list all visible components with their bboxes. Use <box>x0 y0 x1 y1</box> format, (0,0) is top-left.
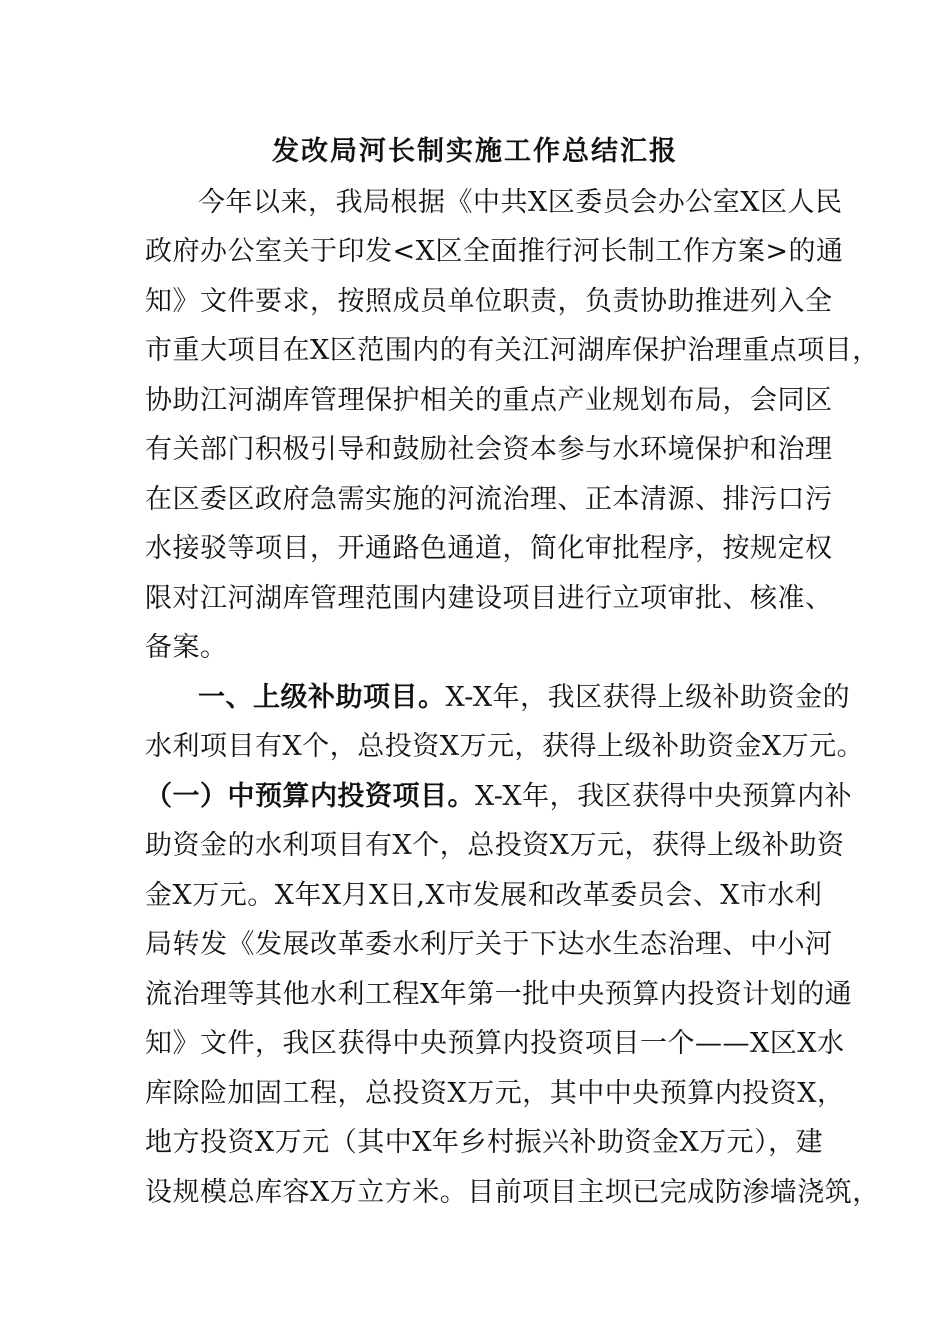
paragraph-line: 协助江河湖库管理保护相关的重点产业规划布局，会同区 <box>145 385 833 416</box>
document-title: 发改局河长制实施工作总结汇报 <box>272 136 678 167</box>
paragraph-line: 局转发《发展改革委水利厅关于下达水生态治理、中小河 <box>145 929 833 960</box>
paragraph-line: 助资金的水利项目有X个，总投资X万元，获得上级补助资 <box>145 830 845 861</box>
section-line <box>198 678 851 718</box>
paragraph-line: 地方投资X万元（其中X年乡村振兴补助资金X万元），建 <box>145 1127 824 1158</box>
section-line <box>145 777 853 817</box>
section-text: X-X年，我区获得上级补助资金的 <box>445 682 851 713</box>
paragraph-line: 市重大项目在X区范围内的有关江河湖库保护治理重点项目， <box>145 335 880 366</box>
paragraph-line: 备案。 <box>145 632 228 663</box>
paragraph-line: 水接驳等项目，开通路色通道，简化审批程序，按规定权 <box>145 533 833 564</box>
paragraph-line: 流治理等其他水利工程X年第一批中央预算内投资计划的通 <box>145 979 853 1010</box>
paragraph-line: 政府办公室关于印发<X区全面推行河长制工作方案>的通 <box>145 236 844 267</box>
paragraph-line: 库除险加固工程，总投资X万元，其中中央预算内投资X， <box>145 1078 845 1109</box>
paragraph-line: 今年以来，我局根据《中共X区委员会办公室X区人民 <box>198 187 843 218</box>
paragraph-line: 水利项目有X个，总投资X万元，获得上级补助资金X万元。 <box>145 731 865 762</box>
paragraph-line: 在区委区政府急需实施的河流治理、正本清源、排污口污 <box>145 484 833 515</box>
section-text: X-X年，我区获得中央预算内补 <box>475 781 853 812</box>
paragraph-line: 知》文件要求，按照成员单位职责，负责协助推进列入全 <box>145 286 833 317</box>
paragraph-line: 有关部门积极引导和鼓励社会资本参与水环境保护和治理 <box>145 434 833 465</box>
paragraph-line: 限对江河湖库管理范围内建设项目进行立项审批、核准、 <box>145 583 833 614</box>
paragraph-line: 金X万元。X年X月X日,X市发展和改革委员会、X市水利 <box>145 880 823 911</box>
section-heading: 一、上级补助项目。 <box>198 682 446 713</box>
paragraph-line: 知》文件，我区获得中央预算内投资项目一个——X区X水 <box>145 1028 845 1059</box>
paragraph-line: 设规模总库容X万立方米。目前项目主坝已完成防渗墙浇筑， <box>145 1177 880 1208</box>
subsection-heading: （一）中预算内投资项目。 <box>145 781 475 812</box>
